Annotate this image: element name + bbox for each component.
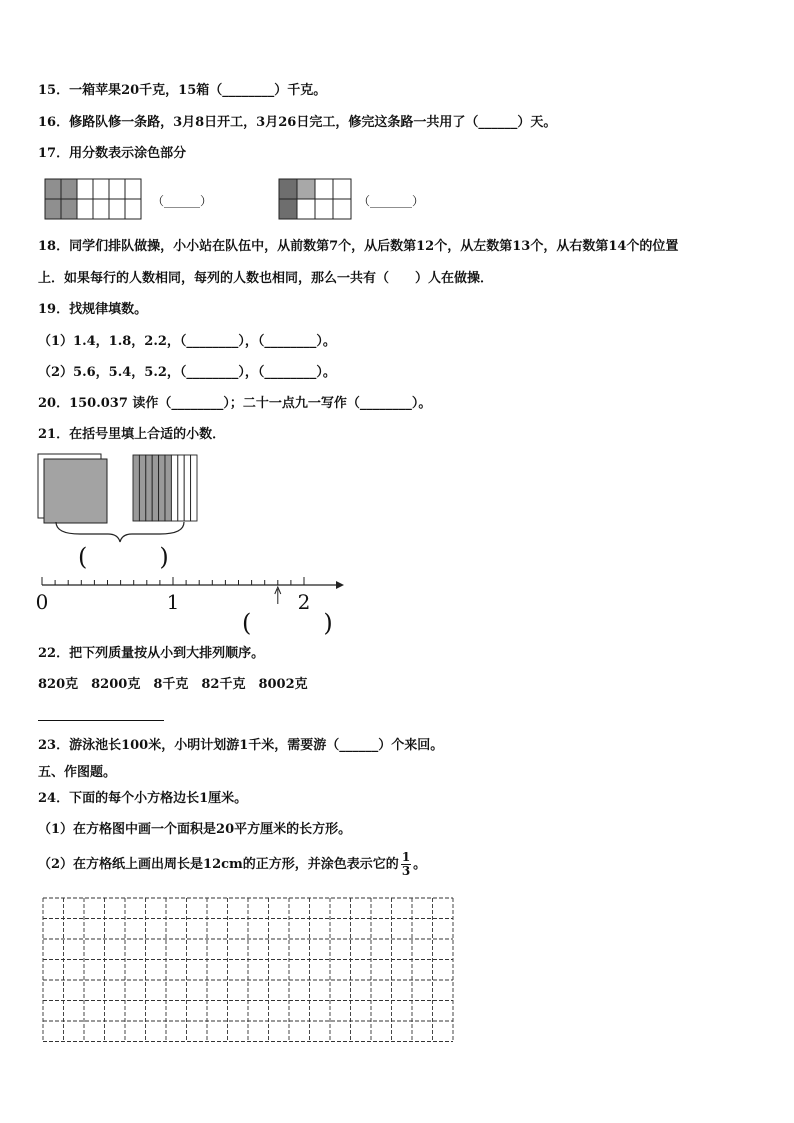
q19-text: 找规律填数。 bbox=[69, 302, 148, 317]
q21-number: 21． bbox=[38, 427, 70, 442]
number-line-label: 0 bbox=[35, 590, 49, 614]
q22-text: 把下列质量按从小到大排列顺序。 bbox=[69, 646, 265, 661]
strip-column bbox=[146, 455, 152, 521]
square-grid-paper bbox=[41, 896, 455, 1046]
question-22 bbox=[38, 645, 264, 663]
tenths-strip-figure bbox=[132, 454, 200, 524]
fraction-cell bbox=[315, 199, 333, 219]
q17-blank-a: （______） bbox=[152, 194, 213, 208]
brace-answer-blank: ( ) bbox=[78, 543, 169, 571]
q21-text: 在括号里填上合适的小数． bbox=[69, 427, 226, 442]
q24-text: 下面的每个小方格边长1厘米。 bbox=[69, 791, 248, 806]
question-19 bbox=[38, 301, 147, 319]
fraction-denominator: 3 bbox=[401, 864, 411, 878]
q23-text: 游泳池长100米，小明计划游1千米，需要游（______）个来回。 bbox=[69, 738, 444, 753]
arrow-answer-blank: ( ) bbox=[242, 609, 333, 637]
q20-number: 20． bbox=[38, 396, 70, 411]
one-third-fraction bbox=[401, 851, 411, 878]
fraction-cell bbox=[125, 199, 141, 219]
strip-column bbox=[139, 455, 145, 521]
number-line-arrowhead bbox=[336, 581, 344, 589]
q17-text: 用分数表示涂色部分 bbox=[69, 146, 187, 161]
fraction-cell bbox=[93, 199, 109, 219]
strip-column bbox=[191, 455, 197, 521]
question-15 bbox=[38, 82, 326, 100]
fraction-numerator: 1 bbox=[401, 850, 411, 864]
fraction-cell bbox=[125, 179, 141, 199]
question-21 bbox=[38, 426, 225, 444]
fraction-cell bbox=[297, 199, 315, 219]
section-5-title: 五、作图题。 bbox=[38, 765, 117, 780]
q23-number: 23． bbox=[38, 738, 70, 753]
q24-part-2-end: 。 bbox=[413, 857, 427, 872]
q15-text: 一箱苹果20千克，15箱（________）千克。 bbox=[69, 83, 327, 98]
strip-column bbox=[178, 455, 184, 521]
q18-text-1: 同学们排队做操，小小站在队伍中，从前数第7个，从后数第12个，从左数第13个，从右数第14个的位置 bbox=[69, 239, 679, 254]
q16-number: 16． bbox=[38, 115, 70, 130]
question-20 bbox=[38, 395, 431, 413]
fraction-cell bbox=[45, 199, 61, 219]
q19-part-2: （2）5.6，5.4，5.2，（________），（________）。 bbox=[38, 365, 336, 380]
strip-column bbox=[165, 455, 171, 521]
fraction-cell bbox=[45, 179, 61, 199]
q24-number: 24． bbox=[38, 791, 70, 806]
fraction-figure-b bbox=[278, 178, 352, 220]
number-line-label: 1 bbox=[166, 590, 180, 614]
strip-column bbox=[133, 455, 139, 521]
q17-blank-b: （_______） bbox=[358, 194, 425, 208]
fraction-cell bbox=[109, 179, 125, 199]
fraction-cell bbox=[279, 179, 297, 199]
strip-column bbox=[184, 455, 190, 521]
q24-part-2-text: （2）在方格纸上画出周长是12cm的正方形，并涂色表示它的 bbox=[38, 857, 399, 872]
q24-part-2 bbox=[38, 848, 426, 882]
fraction-cell bbox=[77, 199, 93, 219]
q19-part-1: （1）1.4，1.8，2.2，（________），（________）。 bbox=[38, 334, 336, 349]
question-23 bbox=[38, 737, 443, 755]
question-18-line-1 bbox=[38, 238, 678, 256]
fraction-figure-a bbox=[44, 178, 144, 220]
fraction-cell bbox=[333, 179, 351, 199]
q18-number: 18． bbox=[38, 239, 70, 254]
question-17 bbox=[38, 145, 186, 163]
q16-text: 修路队修一条路，3月8日开工，3月26日完工，修完这条路一共用了（______）天。 bbox=[69, 115, 557, 130]
q17-number: 17． bbox=[38, 146, 70, 161]
answer-line bbox=[38, 720, 164, 721]
strip-column bbox=[152, 455, 158, 521]
fraction-cell bbox=[333, 199, 351, 219]
number-line-label: 2 bbox=[297, 590, 311, 614]
fraction-cell bbox=[279, 199, 297, 219]
question-24 bbox=[38, 790, 247, 808]
curly-brace bbox=[50, 520, 190, 544]
q22-number: 22． bbox=[38, 646, 70, 661]
fraction-cell bbox=[61, 199, 77, 219]
question-16 bbox=[38, 114, 556, 132]
fraction-cell bbox=[315, 179, 333, 199]
fraction-cell bbox=[77, 179, 93, 199]
fraction-cell bbox=[61, 179, 77, 199]
strip-column bbox=[171, 455, 177, 521]
q20-text: 150.037 读作（________）；二十一点九一写作（________）。 bbox=[69, 396, 432, 411]
fraction-cell bbox=[109, 199, 125, 219]
q15-number: 15． bbox=[38, 83, 70, 98]
question-18-line-2: 上．如果每行的人数相同，每列的人数也相同，那么一共有（ ）人在做操． bbox=[38, 271, 494, 286]
strip-column bbox=[159, 455, 165, 521]
fraction-cell bbox=[93, 179, 109, 199]
q24-part-1: （1）在方格图中画一个面积是20平方厘米的长方形。 bbox=[38, 822, 352, 837]
q19-number: 19． bbox=[38, 302, 70, 317]
fraction-cell bbox=[297, 179, 315, 199]
q22-mass-list: 820克 8200克 8千克 82千克 8002克 bbox=[38, 677, 308, 692]
whole-square-figure bbox=[36, 452, 112, 524]
